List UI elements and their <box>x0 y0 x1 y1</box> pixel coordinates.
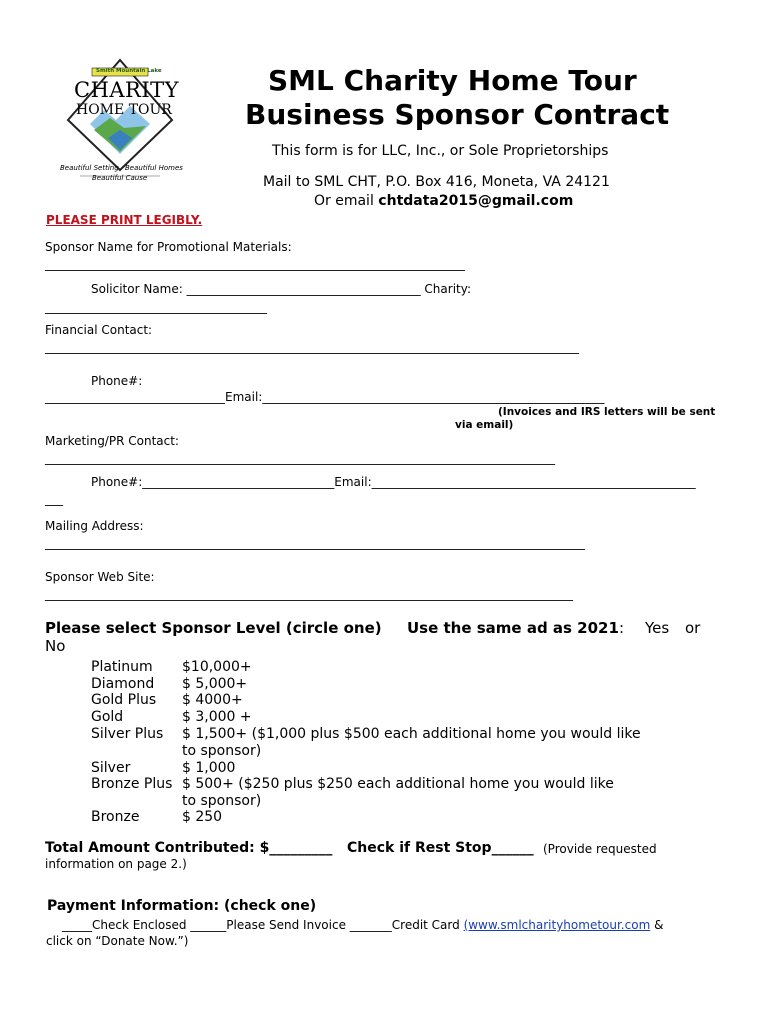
mailing-address-line[interactable]: __________________________________________________________________________________________ <box>45 536 585 550</box>
level-name-diamond[interactable]: Diamond <box>91 676 155 692</box>
level-amount-silver-plus-cont: to sponsor) <box>182 743 262 759</box>
level-amount-diamond: $ 5,000+ <box>182 676 248 692</box>
payment-after-link: & <box>650 918 664 932</box>
sponsor-level-heading: Please select Sponsor Level (circle one) <box>45 619 382 637</box>
sponsor-name-line[interactable]: ______________________________________________________________________ <box>45 257 465 271</box>
level-name-platinum[interactable]: Platinum <box>91 659 153 675</box>
rest-stop-note: (Provide requested <box>543 842 657 856</box>
rest-stop-field[interactable]: Check if Rest Stop______ <box>347 840 534 856</box>
payment-options <box>62 918 663 932</box>
level-name-silver[interactable]: Silver <box>91 760 131 776</box>
same-ad-or: or <box>685 619 701 637</box>
same-ad-question <box>407 619 624 637</box>
financial-contact-line[interactable]: _________________________________________________________________________________________ <box>45 340 579 354</box>
level-amount-silver-plus: $ 1,500+ ($1,000 plus $500 each additional home you would like <box>182 726 641 742</box>
logo-tagline-3: Beautiful Cause <box>92 174 148 182</box>
mailing-address-label: Mailing Address: <box>45 519 144 533</box>
marketing-contact-line[interactable]: _____________________________________________________________________________________ <box>45 451 555 465</box>
logo-home-tour-text: HOME TOUR <box>76 102 172 118</box>
level-name-bronze[interactable]: Bronze <box>91 809 140 825</box>
email-address: chtdata2015@gmail.com <box>378 193 574 209</box>
phone-email-wrap: ___ <box>45 492 63 506</box>
level-name-gold-plus[interactable]: Gold Plus <box>91 692 157 708</box>
marketing-contact-label: Marketing/PR Contact: <box>45 434 179 448</box>
level-amount-gold-plus: $ 4000+ <box>182 692 243 708</box>
email-prefix: Or email <box>314 193 379 209</box>
level-amount-platinum: $10,000+ <box>182 659 252 675</box>
same-ad-question-text: Use the same ad as 2021 <box>407 619 619 637</box>
title-line-2: Business Sponsor Contract <box>245 98 670 131</box>
level-name-gold[interactable]: Gold <box>91 709 124 725</box>
subtitle: This form is for LLC, Inc., or Sole Proprietorships <box>272 143 609 159</box>
website-label: Sponsor Web Site: <box>45 570 155 584</box>
phone-label-1: Phone#: <box>91 374 143 388</box>
level-amount-bronze: $ 250 <box>182 809 223 825</box>
payment-line-2: click on “Donate Now.”) <box>46 934 189 948</box>
total-amount-field[interactable]: Total Amount Contributed: $_________ <box>45 840 333 856</box>
rest-stop-note-2: information on page 2.) <box>45 857 187 871</box>
logo-tagline-1: Beautiful Setting <box>60 164 119 172</box>
level-name-silver-plus[interactable]: Silver Plus <box>91 726 164 742</box>
phone-email-line-1[interactable]: ______________________________Email:_________________________________________________________ <box>45 390 605 404</box>
charity-home-tour-logo <box>60 58 183 188</box>
same-ad-colon: : <box>618 619 624 637</box>
same-ad-yes[interactable]: Yes <box>645 619 670 637</box>
same-ad-no[interactable]: No <box>45 637 66 655</box>
logo-tagline-2: Beautiful Homes <box>125 164 183 172</box>
logo-charity-text: CHARITY <box>74 78 180 102</box>
solicitor-charity-line[interactable]: Solicitor Name: _______________________________________ Charity: <box>91 282 472 296</box>
invoice-note-2: via email) <box>455 419 514 431</box>
invoice-note-1: (Invoices and IRS letters will be sent <box>498 406 716 418</box>
phone-email-line-2[interactable]: Phone#:________________________________Email:______________________________________________________ <box>91 475 696 489</box>
level-amount-bronze-plus: $ 500+ ($250 plus $250 each additional home you would like <box>182 776 614 792</box>
website-link[interactable]: (www.smlcharityhometour.com <box>463 918 651 932</box>
mail-address: Mail to SML CHT, P.O. Box 416, Moneta, VA 24121 <box>263 174 610 190</box>
email-line <box>314 193 573 209</box>
level-name-bronze-plus[interactable]: Bronze Plus <box>91 776 173 792</box>
website-line[interactable]: ________________________________________________________________________________________ <box>45 587 573 601</box>
payment-options-text[interactable]: _____Check Enclosed ______Please Send Invoice _______Credit Card <box>62 918 464 932</box>
financial-contact-label: Financial Contact: <box>45 323 153 337</box>
charity-line[interactable]: _____________________________________ <box>45 300 267 314</box>
logo-top-text: Smith Mountain Lake <box>96 68 162 74</box>
payment-heading: Payment Information: (check one) <box>47 898 317 914</box>
level-amount-gold: $ 3,000 + <box>182 709 252 725</box>
title-line-1: SML Charity Home Tour <box>268 64 637 97</box>
level-amount-silver: $ 1,000 <box>182 760 236 776</box>
level-amount-bronze-plus-cont: to sponsor) <box>182 793 262 809</box>
print-legibly-notice: PLEASE PRINT LEGIBLY. <box>46 213 203 227</box>
sponsor-name-label: Sponsor Name for Promotional Materials: <box>45 240 292 254</box>
